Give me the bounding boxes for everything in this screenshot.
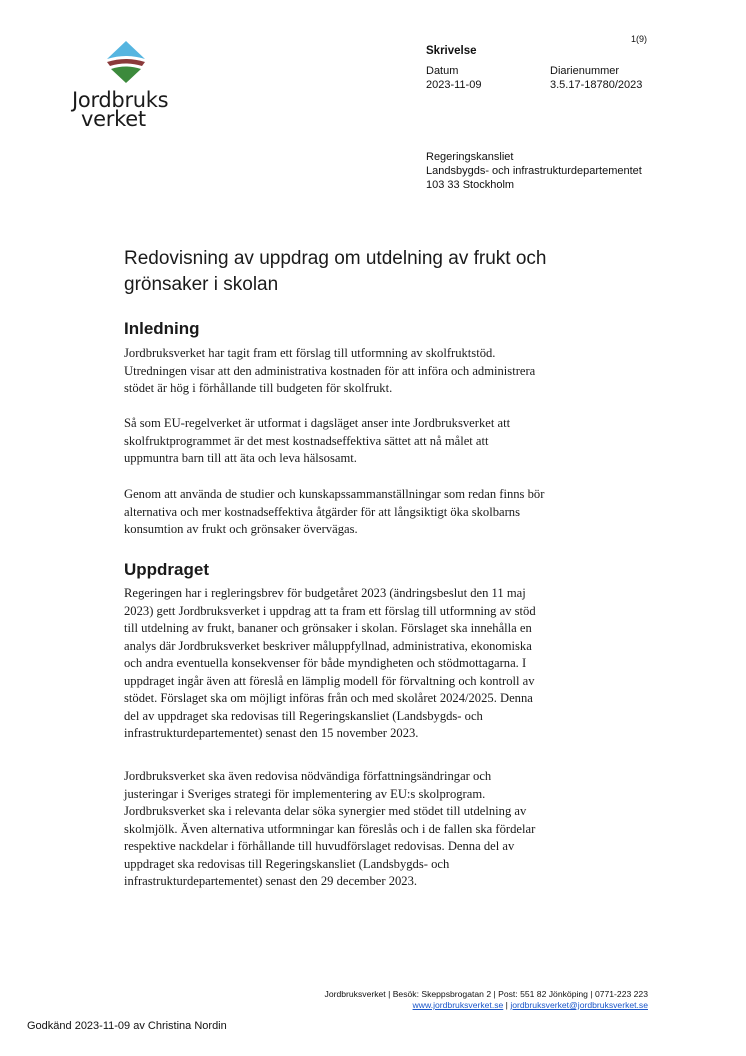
recipient-line: Regeringskansliet	[426, 151, 514, 163]
recipient-address	[426, 150, 642, 193]
document-title	[124, 246, 644, 298]
title-line: Redovisning av uppdrag om utdelning av frukt och	[124, 248, 547, 269]
approval-note: Godkänd 2023-11-09 av Christina Nordin	[27, 1020, 227, 1032]
page-number: 1(9)	[631, 34, 648, 44]
reference-value: 3.5.17-18780/2023	[550, 79, 643, 91]
title-line: grönsaker i skolan	[124, 274, 279, 295]
date-label: Datum	[426, 65, 459, 77]
logo-wordmark-line1: Jordbruks	[72, 88, 169, 112]
page-footer	[325, 989, 648, 1011]
paragraph: Så som EU-regelverket är utformat i dagsläget anser inte Jordbruksverket att skolfruktprogrammet är det mest kostnadseffektiva sättet att nå målet att uppmuntra barn till att äta och leva hälsosamt.	[124, 416, 511, 465]
document-type: Skrivelse	[426, 45, 477, 57]
section-heading: Inledning	[124, 319, 200, 338]
recipient-line: Landsbygds- och infrastrukturdepartementet	[426, 165, 642, 178]
paragraph: Jordbruksverket har tagit fram ett förslag till utformning av skolfruktstöd. Utredningen visar att den administrativa kostnaden för att införa och administrera stödet är hög i förhållande till budgeten för skolfrukt.	[124, 346, 536, 395]
paragraph: Regeringen har i regleringsbrev för budgetåret 2023 (ändringsbeslut den 11 maj 2023) gett Jordbruksverket i uppdrag att ta fram ett förslag till utformning av stöd till utdelning av frukt, bananer och grönsaker i skolan. Förslaget ska innehålla en analys där Jordbruksverket beskriver måluppfyllnad, administrativa, ekonomiska och andra eventuella konsekvenser för både myndigheten och stödmottagarna. I uppdraget ingår även att föreslå en lämplig modell för förvaltning och kontroll av stödet. Förslaget ska om möjligt införas från och med skolåret 2024/2025. Denna del av uppdraget ska redovisas till Regeringskansliet (Landsbygds- och infrastrukturdepartementet) senast den 15 november 2023.	[124, 586, 536, 740]
website-link[interactable]: www.jordbruksverket.se	[412, 1000, 504, 1010]
paragraph: Jordbruksverket ska även redovisa nödvändiga författningsändringar och justeringar i Sveriges strategi för implementering av EU:s skolprogram. Jordbruksverket ska i relevanta delar söka synergier med stödet till utdelning av skolmjölk. Även alternativa utformningar kan föreslås och i de fallen ska fördelar respektive nackdelar i förhållande till huvudförslaget redovisas. Denna del av uppdraget ska redovisas till Regeringskansliet (Landsbygds- och infrastrukturdepartementet) senast den 29 december 2023.	[124, 769, 536, 888]
date-value: 2023-11-09	[426, 79, 482, 91]
section-heading: Uppdraget	[124, 560, 209, 579]
footer-address: Jordbruksverket | Besök: Skeppsbrogatan 2 | Post: 551 82 Jönköping | 0771-223 223	[324, 989, 648, 999]
paragraph: Genom att använda de studier och kunskapssammanställningar som redan finns bör alternativa och mer kostnadseffektiva åtgärder för att långsiktigt öka skolbarns konsumtion av frukt och grönsaker övervägas.	[124, 487, 545, 536]
footer-separator: |	[503, 1000, 511, 1010]
footer-links	[325, 1000, 648, 1011]
reference-label: Diarienummer	[550, 65, 620, 77]
logo-emblem-icon	[104, 40, 148, 84]
recipient-line: 103 33 Stockholm	[426, 179, 515, 192]
jordbruksverket-logo	[70, 40, 185, 135]
logo-wordmark-line2: verket	[81, 107, 146, 131]
email-link[interactable]: jordbruksverket@jordbruksverket.se	[510, 1000, 648, 1010]
